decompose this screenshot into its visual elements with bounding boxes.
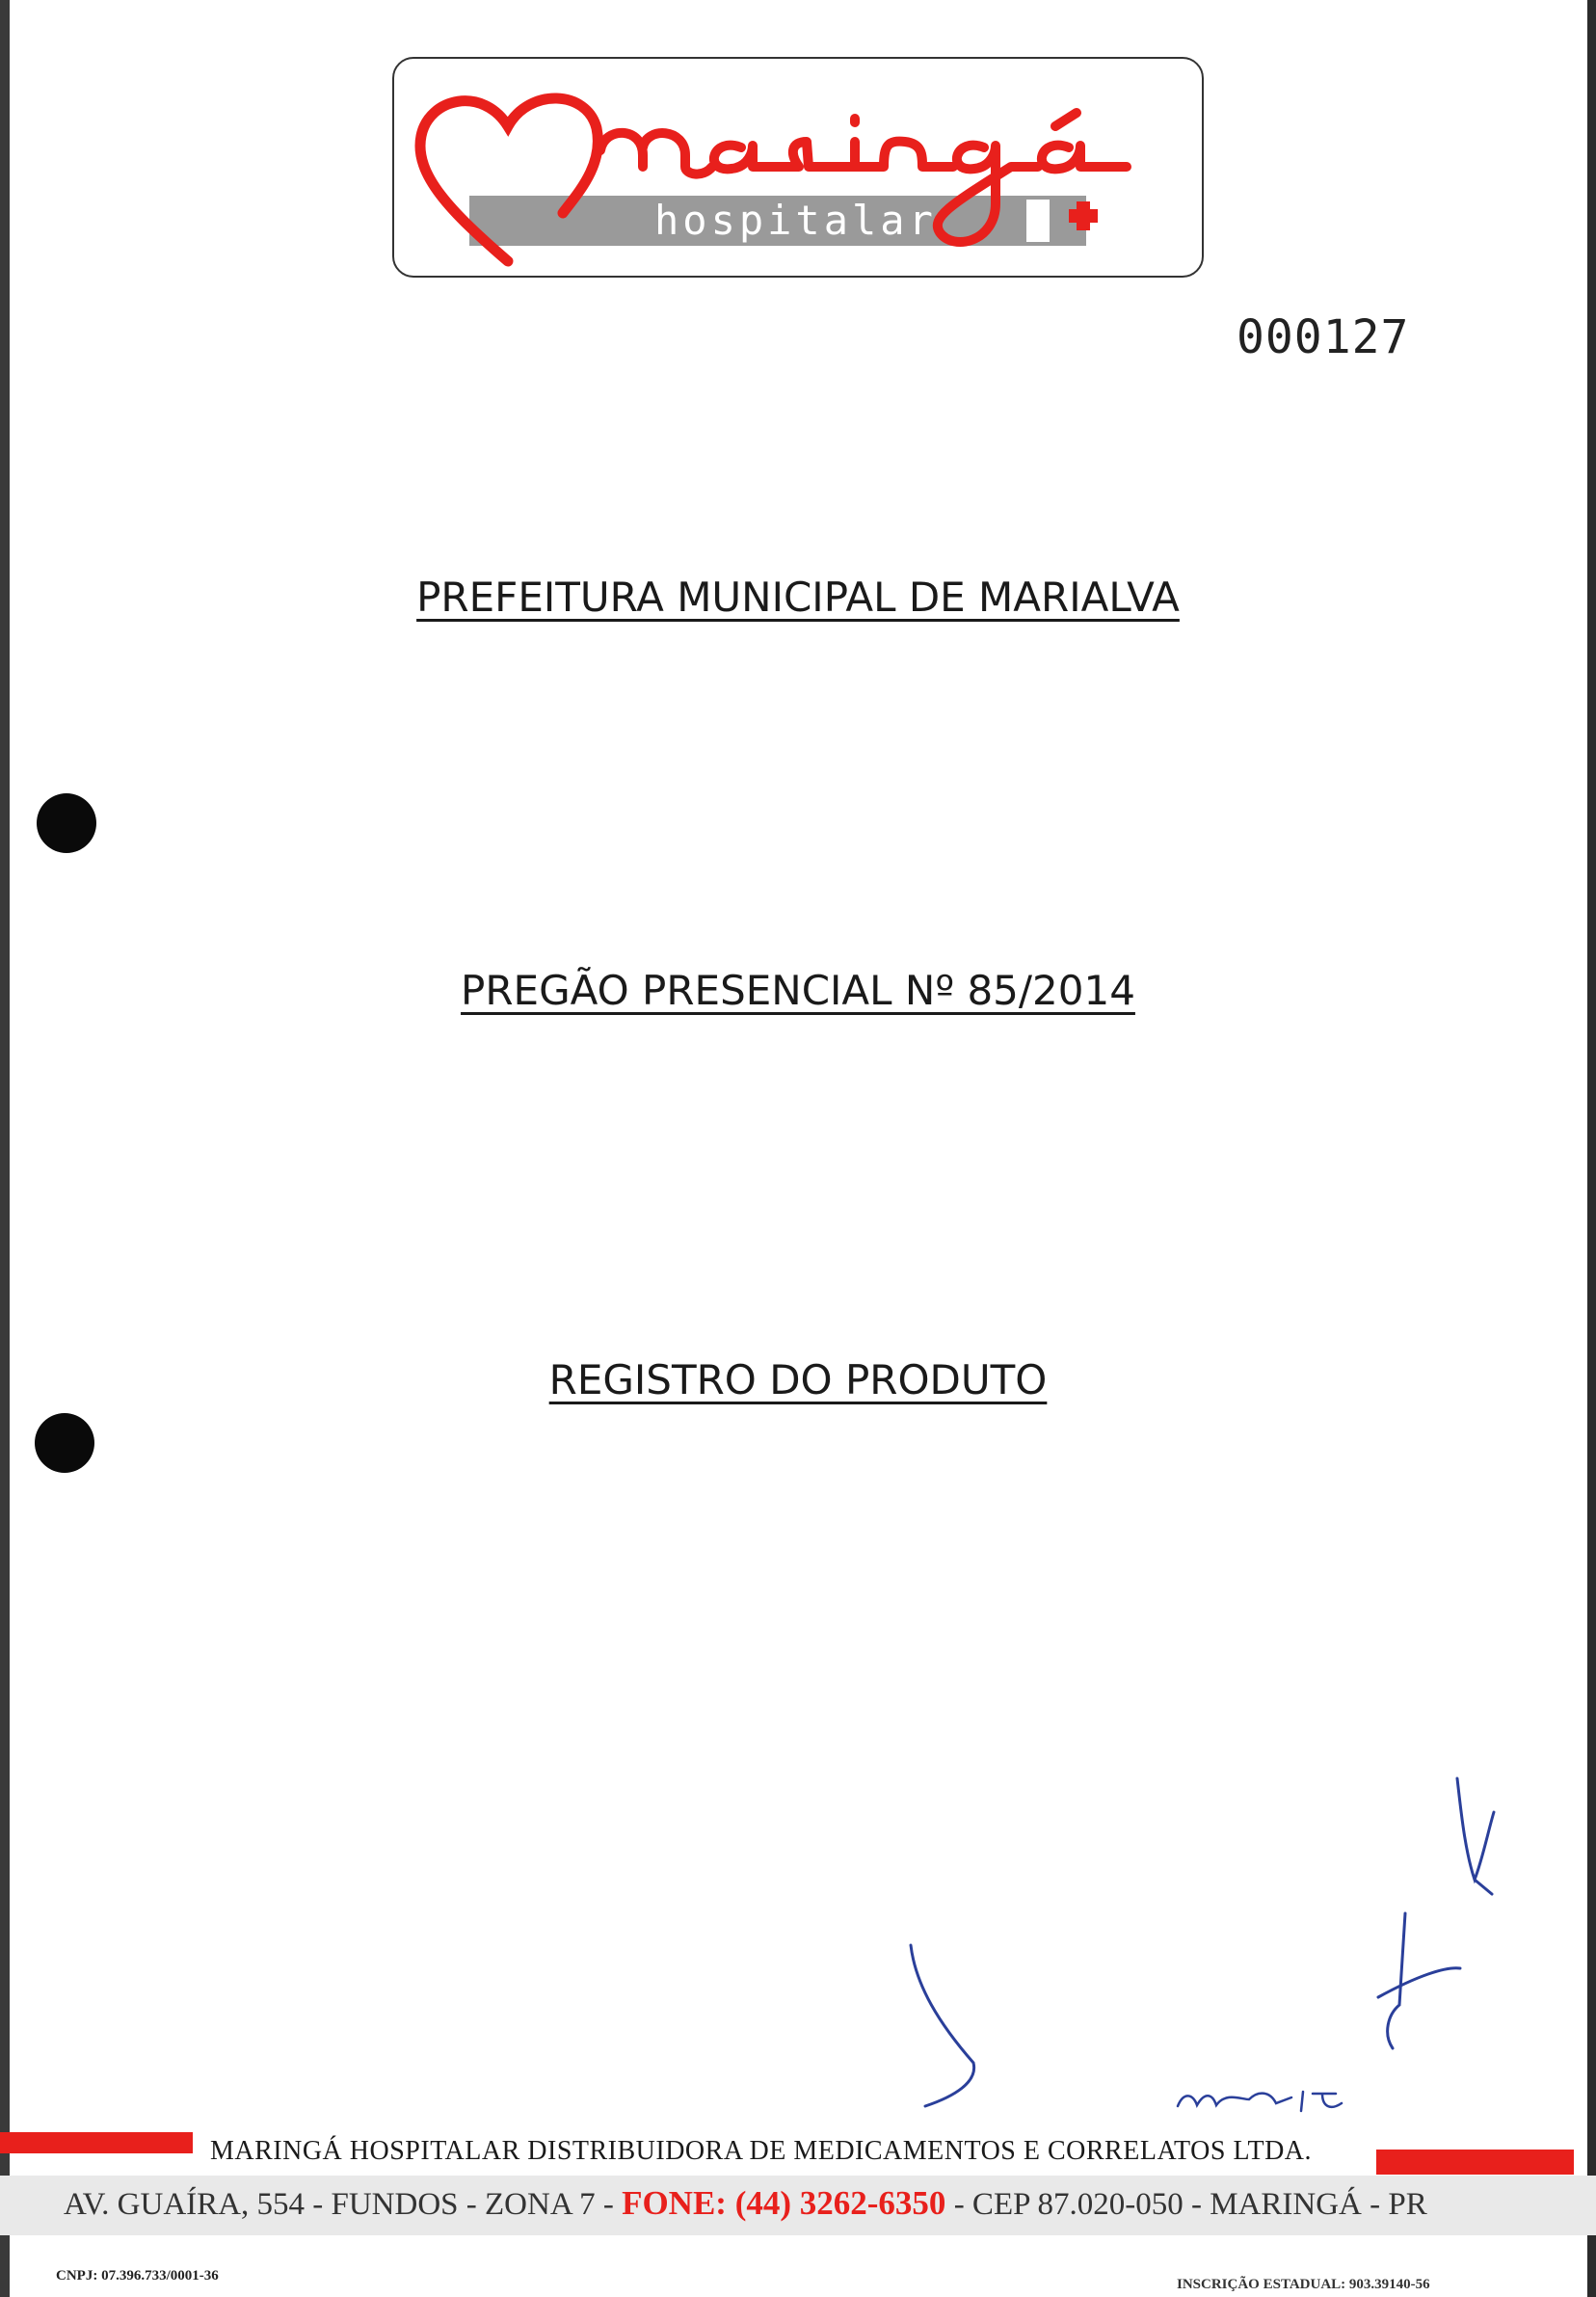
- footer-accent-bar-right: [1376, 2150, 1574, 2175]
- footer-company-name: MARINGÁ HOSPITALAR DISTRIBUIDORA DE MEDICAMENTOS E CORRELATOS LTDA.: [210, 2136, 1313, 2166]
- process-heading-text: PREGÃO PRESENCIAL Nº 85/2014: [461, 967, 1135, 1014]
- footer-cnpj: CNPJ: 07.396.733/0001-36: [56, 2268, 219, 2284]
- entity-heading-text: PREFEITURA MUNICIPAL DE MARIALVA: [416, 574, 1180, 621]
- footer-phone: FONE: (44) 3262-6350: [622, 2184, 946, 2222]
- signature-mark-top: [1457, 1778, 1494, 1894]
- footer-address-part1: AV. GUAÍRA, 554 - FUNDOS - ZONA 7 -: [64, 2187, 623, 2222]
- footer-state-registration: INSCRIÇÃO ESTADUAL: 903.39140-56: [1177, 2277, 1430, 2292]
- document-number-stamp: 000127: [1237, 310, 1410, 364]
- footer-accent-bar-left: [0, 2132, 193, 2153]
- signature-initials: [1378, 1913, 1460, 2048]
- logo-tagline: hospitalar: [654, 197, 937, 244]
- section-heading-text: REGISTRO DO PRODUTO: [548, 1356, 1048, 1403]
- footer-address-part2: - CEP 87.020-050 - MARINGÁ - PR: [945, 2187, 1427, 2222]
- signature-curve: [911, 1945, 974, 2106]
- signature-name-scrawl: [1178, 2092, 1342, 2111]
- footer-address: [64, 2184, 1427, 2223]
